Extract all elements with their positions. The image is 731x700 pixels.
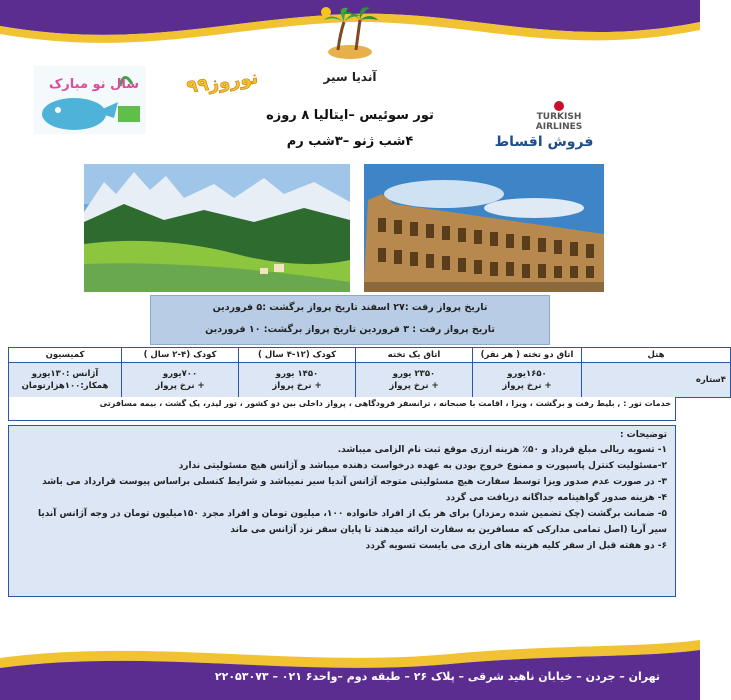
footer-address: تهران – جردن – خیابان ناهید شرقی – پلاک ۲۶ – طبقه دوم –واحد۶ ۰۲۱ – ۲۲۰۵۳۰۷۳ [214,670,660,683]
single-price: ۲۳۵۰ یورو [392,369,436,379]
airline-line2: AIRLINES [535,122,583,132]
alps-photo [84,164,350,292]
child12-flight-note: + نرخ پرواز [272,381,322,391]
colosseum-photo [364,164,604,292]
new-year-greeting-image [34,66,146,134]
cell-child-2-4 [122,363,239,398]
table-row [9,363,731,398]
table-header-row [9,348,731,363]
cell-double-room [473,363,582,398]
note-item: ۴- هزینه صدور گواهینامه جداگانه دریافت می گردد [445,493,667,503]
header-double-room: اتاق دو تخته ( هر نفر) [473,348,582,363]
notes-title: توضیحات : [619,430,667,440]
nowruz-text: نوروز۹۹ [185,67,260,98]
header-commission: کمیسیون [9,348,122,363]
cell-hotel: ۴ستاره [582,363,731,398]
header-child-2-4: کودک (۴-۲ سال ) [122,348,239,363]
agency-name: آندیا سیر [323,70,377,84]
child12-price: ۱۴۵۰ یورو [275,369,319,379]
tour-services: خدمات تور : , بلیط رفت و برگشت ، ویزا ، اقامت با صبحانه ، ترانسفر فرودگاهی ، پرواز داخلی بین دو کشور ، تور لیدر، یک گشت ، بیمه مسافرتی [8,397,676,421]
agency-commission: آژانس :۱۳۰یورو [31,369,99,379]
single-flight-note: + نرخ پرواز [389,381,439,391]
notes-box [8,425,676,597]
note-item: ۵- ضمانت برگشت (چک تضمین شده رمزدار) برای هر یک از افراد خانواده ۱۰۰، میلیون تومان و افراد مجرد ۱۵۰میلیون تومان در وجه آژانس آندیا سیر آریا (اصل تمامی مدارکی که مسافرین به سفارت ارائه میدهند تا پایان سفر نزد آژانس می ماند [37,509,667,535]
cell-child-4-12 [239,363,356,398]
greeting-text: سال نو مبارک [48,77,140,92]
tour-title: تور سوئیس –ایتالیا ۸ روزه [266,108,434,123]
note-item: ۱- تسویه ریالی مبلغ قرداد و ۵۰٪ هزینه ارزی موقع ثبت نام الزامی میباشد. [337,445,667,455]
cell-commission [9,363,122,398]
airline-line1: TURKISH [536,112,582,122]
header-child-4-12: کودک (۱۲-۴ سال ) [239,348,356,363]
turkish-airlines-logo [520,100,598,130]
palm-tree-logo [318,4,382,62]
double-flight-note: + نرخ پرواز [502,381,552,391]
note-item: ۶- دو هفته قبل از سفر کلیه هزینه های ارزی می بایست تسویه گردد [365,541,667,551]
header-hotel: هتل [582,348,731,363]
header-single-room: اتاق یک تخته [356,348,473,363]
note-item: ۳- در صورت عدم صدور ویزا توسط سفارت هیچ مسئولیتی متوجه آژانس آندیا سیر نمیباشد و شرایط کنسلی براساس پیوست قرارداد می باشد [42,477,667,487]
note-item: ۲-مسئولیت کنترل پاسپورت و ممنوع خروج بودن به عهده درخواست دهنده میباشد و آژانس هیچ مسئولیتی ندارد [178,461,667,471]
tour-nights: ۴شب ژنو –۳شب رم [286,134,414,149]
flight-dates-line-1: تاریخ پرواز رفت :۲۷ اسفند تاریخ پرواز برگشت :۵ فروردین [212,302,488,313]
partner-commission: همکار:۱۰۰هزارتومان [21,381,109,391]
child4-flight-note: + نرخ پرواز [155,381,205,391]
price-table [8,347,731,398]
child4-price: ۷۰۰یورو [162,369,198,379]
double-price: ۱۶۵۰یورو [507,369,547,379]
flight-dates-box [150,295,550,345]
flight-dates-line-2: تاریخ پرواز رفت : ۳ فروردین تاریخ پرواز برگشت: ۱۰ فروردین [205,324,495,335]
installment-sale-label: فروش اقساط [494,134,594,150]
cell-single-room [356,363,473,398]
nowruz-badge [182,60,262,100]
